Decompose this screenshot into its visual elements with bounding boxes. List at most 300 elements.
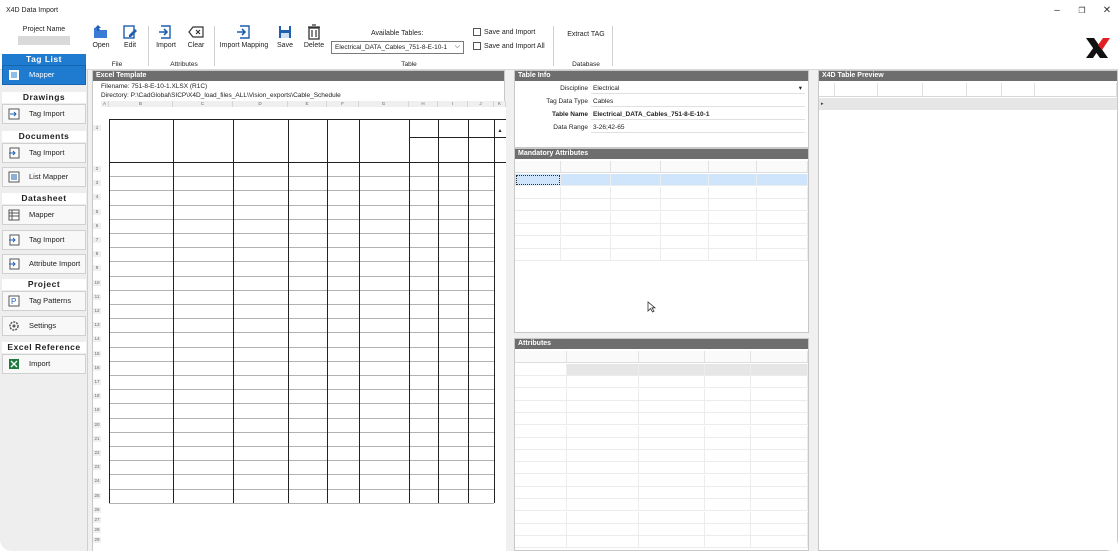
attributes-cell[interactable]	[515, 462, 567, 474]
preview-cell[interactable]	[967, 160, 1002, 172]
attributes-cell[interactable]	[751, 364, 808, 376]
preview-cell[interactable]	[835, 98, 878, 110]
mandatory-cell[interactable]	[709, 187, 757, 199]
section-tag-list[interactable]: Tag List	[2, 54, 86, 66]
tag-data-type-field[interactable]: Cables	[591, 97, 805, 107]
preview-row-number[interactable]	[819, 334, 835, 346]
preview-cell[interactable]	[1035, 259, 1117, 271]
preview-cell[interactable]	[835, 197, 878, 209]
dropdown-arrow-icon[interactable]: ▴	[498, 128, 502, 134]
attributes-cell[interactable]	[751, 389, 808, 401]
mandatory-cell[interactable]	[709, 212, 757, 224]
attributes-cell[interactable]	[705, 475, 751, 487]
attributes-column-header[interactable]	[567, 351, 639, 363]
mandatory-cell[interactable]	[611, 199, 661, 211]
attributes-cell[interactable]	[567, 499, 639, 511]
preview-cell[interactable]	[923, 135, 967, 147]
sidebar-item-tag-list-mapper[interactable]: Mapper	[2, 65, 86, 85]
preview-cell[interactable]	[835, 482, 878, 494]
preview-cell[interactable]	[1035, 358, 1117, 370]
preview-cell[interactable]	[967, 408, 1002, 420]
preview-cell[interactable]	[923, 433, 967, 445]
preview-cell[interactable]	[1002, 272, 1035, 284]
preview-cell[interactable]	[878, 160, 923, 172]
attributes-cell[interactable]	[515, 364, 567, 376]
attributes-cell[interactable]	[639, 536, 705, 548]
preview-cell[interactable]	[1002, 172, 1035, 184]
preview-row-number[interactable]	[819, 296, 835, 308]
mandatory-cell[interactable]	[561, 212, 611, 224]
preview-cell[interactable]	[1035, 197, 1117, 209]
preview-cell[interactable]	[967, 433, 1002, 445]
preview-cell[interactable]	[1002, 98, 1035, 110]
preview-cell[interactable]	[835, 396, 878, 408]
mandatory-cell[interactable]	[661, 224, 709, 236]
preview-cell[interactable]	[1035, 321, 1117, 333]
preview-cell[interactable]	[878, 482, 923, 494]
preview-cell[interactable]	[1035, 284, 1117, 296]
attributes-cell[interactable]	[515, 475, 567, 487]
save-button[interactable]: Save	[274, 24, 296, 49]
preview-cell[interactable]	[835, 420, 878, 432]
preview-cell[interactable]	[1002, 210, 1035, 222]
preview-cell[interactable]	[1035, 135, 1117, 147]
preview-cell[interactable]	[1002, 346, 1035, 358]
preview-cell[interactable]	[878, 396, 923, 408]
preview-cell[interactable]	[878, 284, 923, 296]
preview-cell[interactable]	[967, 135, 1002, 147]
preview-cell[interactable]	[1035, 383, 1117, 395]
preview-cell[interactable]	[835, 284, 878, 296]
mandatory-column-header[interactable]	[515, 161, 561, 173]
preview-cell[interactable]	[835, 172, 878, 184]
preview-row-number[interactable]	[819, 482, 835, 494]
attributes-cell[interactable]	[705, 499, 751, 511]
preview-cell[interactable]	[1035, 272, 1117, 284]
attributes-cell[interactable]	[639, 462, 705, 474]
preview-cell[interactable]	[1035, 309, 1117, 321]
preview-cell[interactable]	[835, 160, 878, 172]
section-datasheet[interactable]: Datasheet	[2, 193, 86, 204]
preview-cell[interactable]	[1002, 458, 1035, 470]
attributes-cell[interactable]	[515, 401, 567, 413]
attributes-column-header[interactable]	[751, 351, 808, 363]
attributes-cell[interactable]	[567, 389, 639, 401]
attributes-cell[interactable]	[567, 487, 639, 499]
preview-cell[interactable]	[878, 408, 923, 420]
mandatory-cell[interactable]	[611, 174, 661, 186]
sidebar-item-datasheet-tag-import[interactable]: Tag Import	[2, 230, 86, 250]
preview-cell[interactable]	[878, 185, 923, 197]
attributes-cell[interactable]	[515, 376, 567, 388]
attributes-cell[interactable]	[515, 426, 567, 438]
preview-row-number[interactable]	[819, 445, 835, 457]
attributes-cell[interactable]	[639, 401, 705, 413]
attributes-cell[interactable]	[567, 364, 639, 376]
preview-cell[interactable]	[923, 247, 967, 259]
preview-cell[interactable]	[878, 334, 923, 346]
mandatory-cell[interactable]	[611, 249, 661, 261]
preview-cell[interactable]	[967, 346, 1002, 358]
preview-row-number[interactable]	[819, 358, 835, 370]
attributes-cell[interactable]	[751, 438, 808, 450]
preview-cell[interactable]	[967, 420, 1002, 432]
attributes-cell[interactable]	[751, 512, 808, 524]
attributes-cell[interactable]	[705, 364, 751, 376]
section-project[interactable]: Project	[2, 279, 86, 290]
attributes-cell[interactable]	[515, 438, 567, 450]
attributes-cell[interactable]	[515, 536, 567, 548]
preview-cell[interactable]	[923, 358, 967, 370]
preview-cell[interactable]	[835, 222, 878, 234]
save-and-import-button[interactable]: Save and Import	[473, 28, 535, 36]
preview-cell[interactable]	[1035, 371, 1117, 383]
preview-cell[interactable]	[878, 247, 923, 259]
preview-cell[interactable]	[835, 185, 878, 197]
attributes-cell[interactable]	[567, 376, 639, 388]
preview-cell[interactable]	[835, 408, 878, 420]
preview-cell[interactable]	[923, 296, 967, 308]
attributes-cell[interactable]	[705, 536, 751, 548]
attributes-cell[interactable]	[515, 389, 567, 401]
sidebar-item-documents-list-mapper[interactable]: List Mapper	[2, 167, 86, 187]
preview-cell[interactable]	[923, 383, 967, 395]
preview-cell[interactable]	[923, 346, 967, 358]
mandatory-cell[interactable]	[757, 199, 808, 211]
preview-cell[interactable]	[835, 346, 878, 358]
preview-cell[interactable]	[878, 346, 923, 358]
preview-cell[interactable]	[878, 98, 923, 110]
attributes-cell[interactable]	[751, 524, 808, 536]
preview-row-number[interactable]	[819, 272, 835, 284]
mandatory-cell[interactable]	[515, 224, 561, 236]
preview-cell[interactable]	[878, 234, 923, 246]
preview-cell[interactable]	[835, 334, 878, 346]
mandatory-cell[interactable]	[561, 237, 611, 249]
attributes-cell[interactable]	[567, 475, 639, 487]
preview-row-number[interactable]	[819, 160, 835, 172]
mandatory-cell[interactable]	[661, 187, 709, 199]
mandatory-cell[interactable]	[709, 174, 757, 186]
preview-cell[interactable]	[1035, 123, 1117, 135]
preview-cell[interactable]	[1035, 234, 1117, 246]
preview-row-number[interactable]	[819, 408, 835, 420]
preview-cell[interactable]	[1002, 321, 1035, 333]
preview-cell[interactable]	[878, 210, 923, 222]
attributes-column-header[interactable]	[639, 351, 705, 363]
data-range-field[interactable]: 3-26;42-65	[591, 123, 805, 133]
save-and-import-all-button[interactable]: Save and Import All	[473, 42, 545, 50]
mandatory-cell[interactable]	[661, 249, 709, 261]
attributes-cell[interactable]	[705, 450, 751, 462]
preview-cell[interactable]	[878, 135, 923, 147]
preview-cell[interactable]	[967, 222, 1002, 234]
preview-cell[interactable]	[967, 296, 1002, 308]
extract-tag-button[interactable]: Extract TAG	[567, 31, 605, 38]
section-excel-reference[interactable]: Excel Reference	[2, 342, 86, 353]
attributes-cell[interactable]	[567, 438, 639, 450]
preview-cell[interactable]	[835, 383, 878, 395]
discipline-select[interactable]: Electrical ▾	[591, 84, 805, 94]
preview-column-header[interactable]	[967, 83, 1002, 97]
close-icon[interactable]: ✕	[1102, 5, 1112, 16]
preview-cell[interactable]	[878, 358, 923, 370]
available-tables-select[interactable]: Electrical_DATA_Cables_751-8-E-10-1 ⌵	[331, 41, 464, 54]
preview-cell[interactable]	[1035, 210, 1117, 222]
preview-row-number[interactable]	[819, 135, 835, 147]
preview-column-header[interactable]	[835, 83, 878, 97]
attributes-cell[interactable]	[705, 438, 751, 450]
preview-cell[interactable]	[1035, 98, 1117, 110]
attributes-cell[interactable]	[751, 376, 808, 388]
attributes-cell[interactable]	[639, 475, 705, 487]
preview-cell[interactable]	[835, 234, 878, 246]
attributes-cell[interactable]	[705, 376, 751, 388]
sidebar-item-documents-tag-import[interactable]: Tag Import	[2, 143, 86, 163]
attributes-cell[interactable]	[639, 438, 705, 450]
preview-cell[interactable]	[1002, 123, 1035, 135]
preview-cell[interactable]	[1035, 470, 1117, 482]
preview-cell[interactable]	[878, 148, 923, 160]
excel-sheet-grid[interactable]	[93, 101, 506, 551]
attributes-cell[interactable]	[705, 462, 751, 474]
mandatory-cell[interactable]	[757, 187, 808, 199]
preview-cell[interactable]	[923, 98, 967, 110]
mandatory-cell[interactable]	[515, 212, 561, 224]
preview-cell[interactable]	[878, 458, 923, 470]
preview-cell[interactable]	[835, 272, 878, 284]
preview-cell[interactable]	[835, 135, 878, 147]
preview-cell[interactable]	[1035, 110, 1117, 122]
preview-cell[interactable]	[967, 321, 1002, 333]
preview-row-number[interactable]	[819, 396, 835, 408]
mandatory-cell[interactable]	[661, 212, 709, 224]
preview-cell[interactable]	[1035, 148, 1117, 160]
attributes-cell[interactable]	[751, 413, 808, 425]
minimize-icon[interactable]: –	[1054, 5, 1060, 16]
attributes-cell[interactable]	[639, 524, 705, 536]
preview-cell[interactable]	[1035, 296, 1117, 308]
preview-cell[interactable]	[1035, 334, 1117, 346]
mandatory-column-header[interactable]	[757, 161, 808, 173]
mandatory-cell[interactable]	[515, 187, 561, 199]
preview-cell[interactable]	[1035, 247, 1117, 259]
preview-row-number[interactable]	[819, 185, 835, 197]
preview-cell[interactable]	[967, 284, 1002, 296]
preview-cell[interactable]	[878, 272, 923, 284]
preview-cell[interactable]	[967, 197, 1002, 209]
preview-cell[interactable]	[967, 123, 1002, 135]
preview-cell[interactable]	[1035, 482, 1117, 494]
attributes-cell[interactable]	[515, 524, 567, 536]
preview-cell[interactable]	[878, 172, 923, 184]
preview-cell[interactable]	[1002, 185, 1035, 197]
mandatory-cell[interactable]	[661, 199, 709, 211]
attributes-cell[interactable]	[751, 462, 808, 474]
preview-cell[interactable]	[967, 172, 1002, 184]
attributes-cell[interactable]	[515, 450, 567, 462]
attributes-cell[interactable]	[639, 364, 705, 376]
preview-cell[interactable]	[967, 110, 1002, 122]
restore-icon[interactable]: ❐	[1078, 6, 1086, 15]
preview-cell[interactable]	[923, 185, 967, 197]
mandatory-column-header[interactable]	[611, 161, 661, 173]
attributes-cell[interactable]	[705, 487, 751, 499]
attributes-cell[interactable]	[751, 450, 808, 462]
preview-cell[interactable]	[878, 259, 923, 271]
preview-cell[interactable]	[923, 445, 967, 457]
preview-cell[interactable]	[923, 309, 967, 321]
preview-cell[interactable]	[1002, 334, 1035, 346]
preview-cell[interactable]	[1002, 197, 1035, 209]
preview-column-header[interactable]	[1035, 83, 1117, 97]
preview-cell[interactable]	[923, 222, 967, 234]
preview-column-header[interactable]	[819, 83, 835, 97]
preview-cell[interactable]	[923, 458, 967, 470]
preview-cell[interactable]	[835, 259, 878, 271]
mandatory-cell[interactable]	[709, 237, 757, 249]
preview-cell[interactable]	[923, 321, 967, 333]
preview-cell[interactable]	[1035, 458, 1117, 470]
preview-cell[interactable]	[878, 433, 923, 445]
preview-cell[interactable]	[967, 185, 1002, 197]
mandatory-cell[interactable]	[561, 187, 611, 199]
mandatory-cell[interactable]	[709, 199, 757, 211]
preview-cell[interactable]	[835, 433, 878, 445]
preview-cell[interactable]	[967, 98, 1002, 110]
preview-cell[interactable]	[1035, 445, 1117, 457]
preview-cell[interactable]	[835, 247, 878, 259]
preview-cell[interactable]	[923, 123, 967, 135]
attributes-cell[interactable]	[515, 487, 567, 499]
sidebar-item-excel-import[interactable]: Import	[2, 354, 86, 374]
mandatory-cell[interactable]	[757, 174, 808, 186]
sidebar-item-drawings-tag-import[interactable]: Tag Import	[2, 104, 86, 124]
preview-cell[interactable]	[1002, 247, 1035, 259]
preview-column-header[interactable]	[923, 83, 967, 97]
preview-cell[interactable]	[878, 123, 923, 135]
attributes-column-header[interactable]	[705, 351, 751, 363]
preview-cell[interactable]	[1002, 148, 1035, 160]
preview-cell[interactable]	[1035, 433, 1117, 445]
sidebar-item-project-tag-patterns[interactable]: P Tag Patterns	[2, 291, 86, 311]
attributes-column-header[interactable]	[515, 351, 567, 363]
preview-cell[interactable]	[923, 160, 967, 172]
preview-cell[interactable]	[1002, 284, 1035, 296]
attributes-cell[interactable]	[567, 413, 639, 425]
preview-cell[interactable]	[1035, 222, 1117, 234]
mandatory-cell[interactable]	[709, 249, 757, 261]
preview-cell[interactable]	[923, 272, 967, 284]
clear-button[interactable]: Clear	[184, 24, 208, 49]
mandatory-cell[interactable]	[515, 174, 561, 186]
preview-row-number[interactable]	[819, 458, 835, 470]
preview-cell[interactable]	[967, 358, 1002, 370]
preview-row-number[interactable]	[819, 371, 835, 383]
preview-cell[interactable]	[967, 210, 1002, 222]
preview-cell[interactable]	[878, 371, 923, 383]
preview-cell[interactable]	[835, 321, 878, 333]
section-documents[interactable]: Documents	[2, 131, 86, 142]
preview-row-number[interactable]	[819, 197, 835, 209]
table-name-field[interactable]: Electrical_DATA_Cables_751-8-E-10-1	[591, 110, 805, 120]
preview-row-number[interactable]	[819, 309, 835, 321]
mandatory-cell[interactable]	[611, 187, 661, 199]
mandatory-cell[interactable]	[515, 199, 561, 211]
preview-row-number[interactable]	[819, 123, 835, 135]
preview-row-number[interactable]	[819, 210, 835, 222]
preview-cell[interactable]	[1002, 482, 1035, 494]
preview-cell[interactable]	[1035, 160, 1117, 172]
preview-cell[interactable]	[967, 309, 1002, 321]
preview-row-number[interactable]	[819, 284, 835, 296]
preview-cell[interactable]	[878, 445, 923, 457]
mandatory-cell[interactable]	[515, 237, 561, 249]
preview-row-number[interactable]	[819, 383, 835, 395]
mandatory-cell[interactable]	[757, 249, 808, 261]
attributes-cell[interactable]	[639, 450, 705, 462]
preview-cell[interactable]	[967, 272, 1002, 284]
preview-cell[interactable]	[1002, 383, 1035, 395]
attributes-cell[interactable]	[705, 512, 751, 524]
preview-cell[interactable]	[878, 110, 923, 122]
preview-cell[interactable]	[1002, 222, 1035, 234]
preview-cell[interactable]	[1002, 433, 1035, 445]
sidebar-item-datasheet-mapper[interactable]: Mapper	[2, 205, 86, 225]
preview-cell[interactable]	[1035, 346, 1117, 358]
preview-cell[interactable]	[835, 210, 878, 222]
mandatory-column-header[interactable]	[661, 161, 709, 173]
preview-cell[interactable]	[1002, 160, 1035, 172]
attributes-cell[interactable]	[639, 413, 705, 425]
attributes-cell[interactable]	[751, 475, 808, 487]
sidebar-item-project-settings[interactable]: Settings	[2, 316, 86, 336]
preview-cell[interactable]	[923, 420, 967, 432]
attributes-cell[interactable]	[639, 389, 705, 401]
preview-row-number[interactable]	[819, 321, 835, 333]
preview-cell[interactable]	[923, 470, 967, 482]
preview-cell[interactable]	[923, 234, 967, 246]
section-drawings[interactable]: Drawings	[2, 92, 86, 103]
preview-cell[interactable]	[967, 371, 1002, 383]
preview-cell[interactable]	[967, 247, 1002, 259]
preview-cell[interactable]	[967, 445, 1002, 457]
preview-cell[interactable]	[967, 470, 1002, 482]
preview-cell[interactable]	[1035, 185, 1117, 197]
preview-cell[interactable]	[967, 259, 1002, 271]
mandatory-cell[interactable]	[757, 224, 808, 236]
preview-cell[interactable]	[1002, 371, 1035, 383]
preview-cell[interactable]	[1035, 408, 1117, 420]
preview-cell[interactable]	[923, 396, 967, 408]
edit-button[interactable]: Edit	[119, 24, 141, 49]
preview-cell[interactable]	[923, 284, 967, 296]
mandatory-cell[interactable]	[661, 174, 709, 186]
mandatory-column-header[interactable]	[709, 161, 757, 173]
preview-cell[interactable]	[967, 396, 1002, 408]
preview-cell[interactable]	[878, 383, 923, 395]
preview-cell[interactable]	[923, 148, 967, 160]
preview-cell[interactable]	[1002, 234, 1035, 246]
preview-cell[interactable]	[923, 172, 967, 184]
preview-cell[interactable]	[835, 296, 878, 308]
preview-row-number[interactable]	[819, 110, 835, 122]
preview-cell[interactable]	[835, 110, 878, 122]
attributes-cell[interactable]	[567, 462, 639, 474]
preview-cell[interactable]	[835, 371, 878, 383]
preview-row-number[interactable]	[819, 259, 835, 271]
preview-cell[interactable]	[1002, 259, 1035, 271]
